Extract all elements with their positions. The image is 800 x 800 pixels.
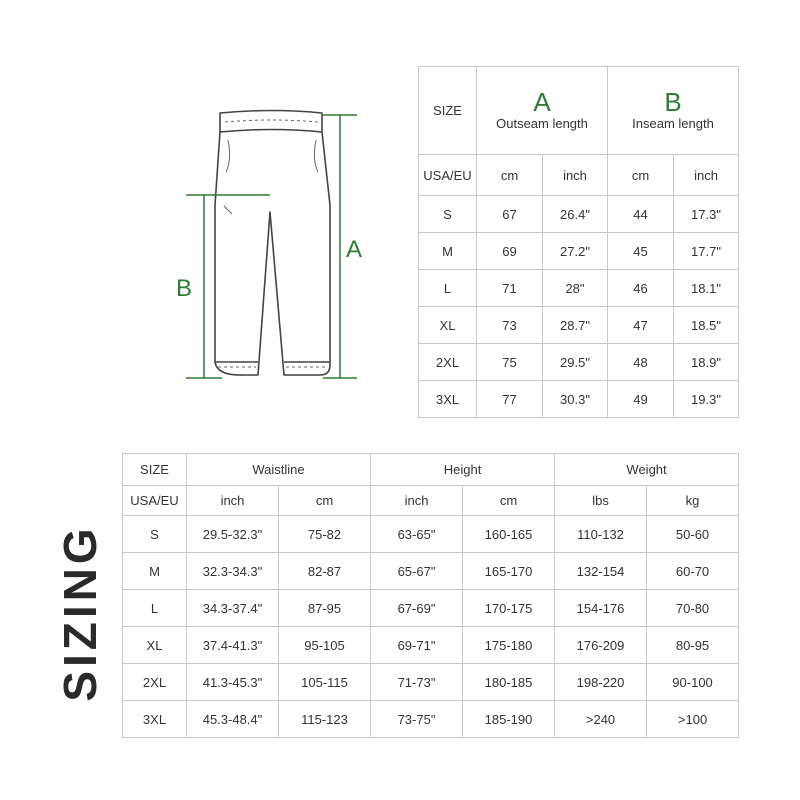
length-size-table <box>418 66 739 418</box>
size-cell: 3XL <box>123 701 187 738</box>
table-cell: 69 <box>477 233 543 270</box>
table-row <box>419 270 739 307</box>
table-row <box>419 307 739 344</box>
size-cell: XL <box>123 627 187 664</box>
inseam-header <box>608 67 739 155</box>
table-cell: 28" <box>543 270 608 307</box>
table-row <box>419 196 739 233</box>
table-row <box>419 344 739 381</box>
measure-a-label: A <box>346 236 363 263</box>
outseam-header <box>477 67 608 155</box>
size-cell: 2XL <box>123 664 187 701</box>
table-row <box>123 553 739 590</box>
size-cell: M <box>123 553 187 590</box>
unit-cell: cm <box>463 486 555 516</box>
pants-diagram <box>0 0 400 400</box>
table-cell: 69-71" <box>371 627 463 664</box>
table-cell: 73 <box>477 307 543 344</box>
unit-cell: kg <box>647 486 739 516</box>
measure-b-label: B <box>176 275 193 302</box>
table-cell: 18.5" <box>674 307 739 344</box>
unit-row <box>419 155 739 196</box>
table-row <box>123 701 739 738</box>
table-cell: 87-95 <box>279 590 371 627</box>
table-cell: 170-175 <box>463 590 555 627</box>
table-cell: 165-170 <box>463 553 555 590</box>
table-cell: 71 <box>477 270 543 307</box>
table-cell: 50-60 <box>647 516 739 553</box>
waistline-header: Waistline <box>187 454 371 486</box>
table-cell: 29.5-32.3" <box>187 516 279 553</box>
table-cell: 105-115 <box>279 664 371 701</box>
table-cell: 49 <box>608 381 674 418</box>
table-cell: 63-65" <box>371 516 463 553</box>
table-cell: 175-180 <box>463 627 555 664</box>
table-row <box>419 67 739 155</box>
body-size-table <box>122 453 739 738</box>
table-cell: 75-82 <box>279 516 371 553</box>
table-cell: >100 <box>647 701 739 738</box>
table-cell: 75 <box>477 344 543 381</box>
inseam-letter: B <box>664 86 682 117</box>
table-cell: 18.9" <box>674 344 739 381</box>
table-cell: 198-220 <box>555 664 647 701</box>
unit-cell: lbs <box>555 486 647 516</box>
table-cell: 160-165 <box>463 516 555 553</box>
table-cell: 44 <box>608 196 674 233</box>
table-cell: 185-190 <box>463 701 555 738</box>
table-cell: 67-69" <box>371 590 463 627</box>
unit-cell: USA/EU <box>123 486 187 516</box>
table-cell: 26.4" <box>543 196 608 233</box>
table-row <box>123 590 739 627</box>
table-cell: >240 <box>555 701 647 738</box>
table-cell: 34.3-37.4" <box>187 590 279 627</box>
table-cell: 32.3-34.3" <box>187 553 279 590</box>
table-cell: 132-154 <box>555 553 647 590</box>
table-row <box>123 627 739 664</box>
table-cell: 47 <box>608 307 674 344</box>
table-cell: 37.4-41.3" <box>187 627 279 664</box>
table-cell: 28.7" <box>543 307 608 344</box>
unit-cell: inch <box>543 155 608 196</box>
table-cell: 46 <box>608 270 674 307</box>
table-cell: 180-185 <box>463 664 555 701</box>
table-cell: 41.3-45.3" <box>187 664 279 701</box>
unit-cell: USA/EU <box>419 155 477 196</box>
height-header: Height <box>371 454 555 486</box>
table-cell: 19.3" <box>674 381 739 418</box>
table-cell: 67 <box>477 196 543 233</box>
table-cell: 60-70 <box>647 553 739 590</box>
size-cell: L <box>123 590 187 627</box>
group-header-row <box>123 454 739 486</box>
table-cell: 71-73" <box>371 664 463 701</box>
unit-row <box>123 486 739 516</box>
table-cell: 176-209 <box>555 627 647 664</box>
table-cell: 82-87 <box>279 553 371 590</box>
unit-cell: cm <box>608 155 674 196</box>
table-cell: 65-67" <box>371 553 463 590</box>
table-cell: 45 <box>608 233 674 270</box>
size-cell: S <box>419 196 477 233</box>
table-cell: 77 <box>477 381 543 418</box>
table-cell: 48 <box>608 344 674 381</box>
table-cell: 90-100 <box>647 664 739 701</box>
table-row <box>123 664 739 701</box>
table-row <box>419 233 739 270</box>
unit-cell: cm <box>477 155 543 196</box>
size-cell: S <box>123 516 187 553</box>
table-cell: 30.3" <box>543 381 608 418</box>
table-cell: 115-123 <box>279 701 371 738</box>
size-cell: M <box>419 233 477 270</box>
size-cell: L <box>419 270 477 307</box>
unit-cell: inch <box>187 486 279 516</box>
table-cell: 73-75" <box>371 701 463 738</box>
table-cell: 80-95 <box>647 627 739 664</box>
size-cell: 3XL <box>419 381 477 418</box>
table-row <box>419 381 739 418</box>
unit-cell: cm <box>279 486 371 516</box>
table-row <box>123 516 739 553</box>
unit-cell: inch <box>674 155 739 196</box>
table-cell: 18.1" <box>674 270 739 307</box>
table-cell: 70-80 <box>647 590 739 627</box>
outseam-letter: A <box>533 86 551 117</box>
sizing-label: SIZING <box>54 524 106 702</box>
size-cell: XL <box>419 307 477 344</box>
weight-header: Weight <box>555 454 739 486</box>
outseam-label: Outseam length <box>496 115 588 131</box>
table-cell: 45.3-48.4" <box>187 701 279 738</box>
table-cell: 27.2" <box>543 233 608 270</box>
measure-b-line <box>186 195 270 378</box>
unit-cell: inch <box>371 486 463 516</box>
table-cell: 110-132 <box>555 516 647 553</box>
table-cell: 29.5" <box>543 344 608 381</box>
table-cell: 154-176 <box>555 590 647 627</box>
inseam-label: Inseam length <box>632 115 714 131</box>
table-cell: 95-105 <box>279 627 371 664</box>
size-header: SIZE <box>419 67 477 155</box>
size-header: SIZE <box>123 454 187 486</box>
table-cell: 17.3" <box>674 196 739 233</box>
pants-outline <box>215 111 330 376</box>
size-cell: 2XL <box>419 344 477 381</box>
table-cell: 17.7" <box>674 233 739 270</box>
